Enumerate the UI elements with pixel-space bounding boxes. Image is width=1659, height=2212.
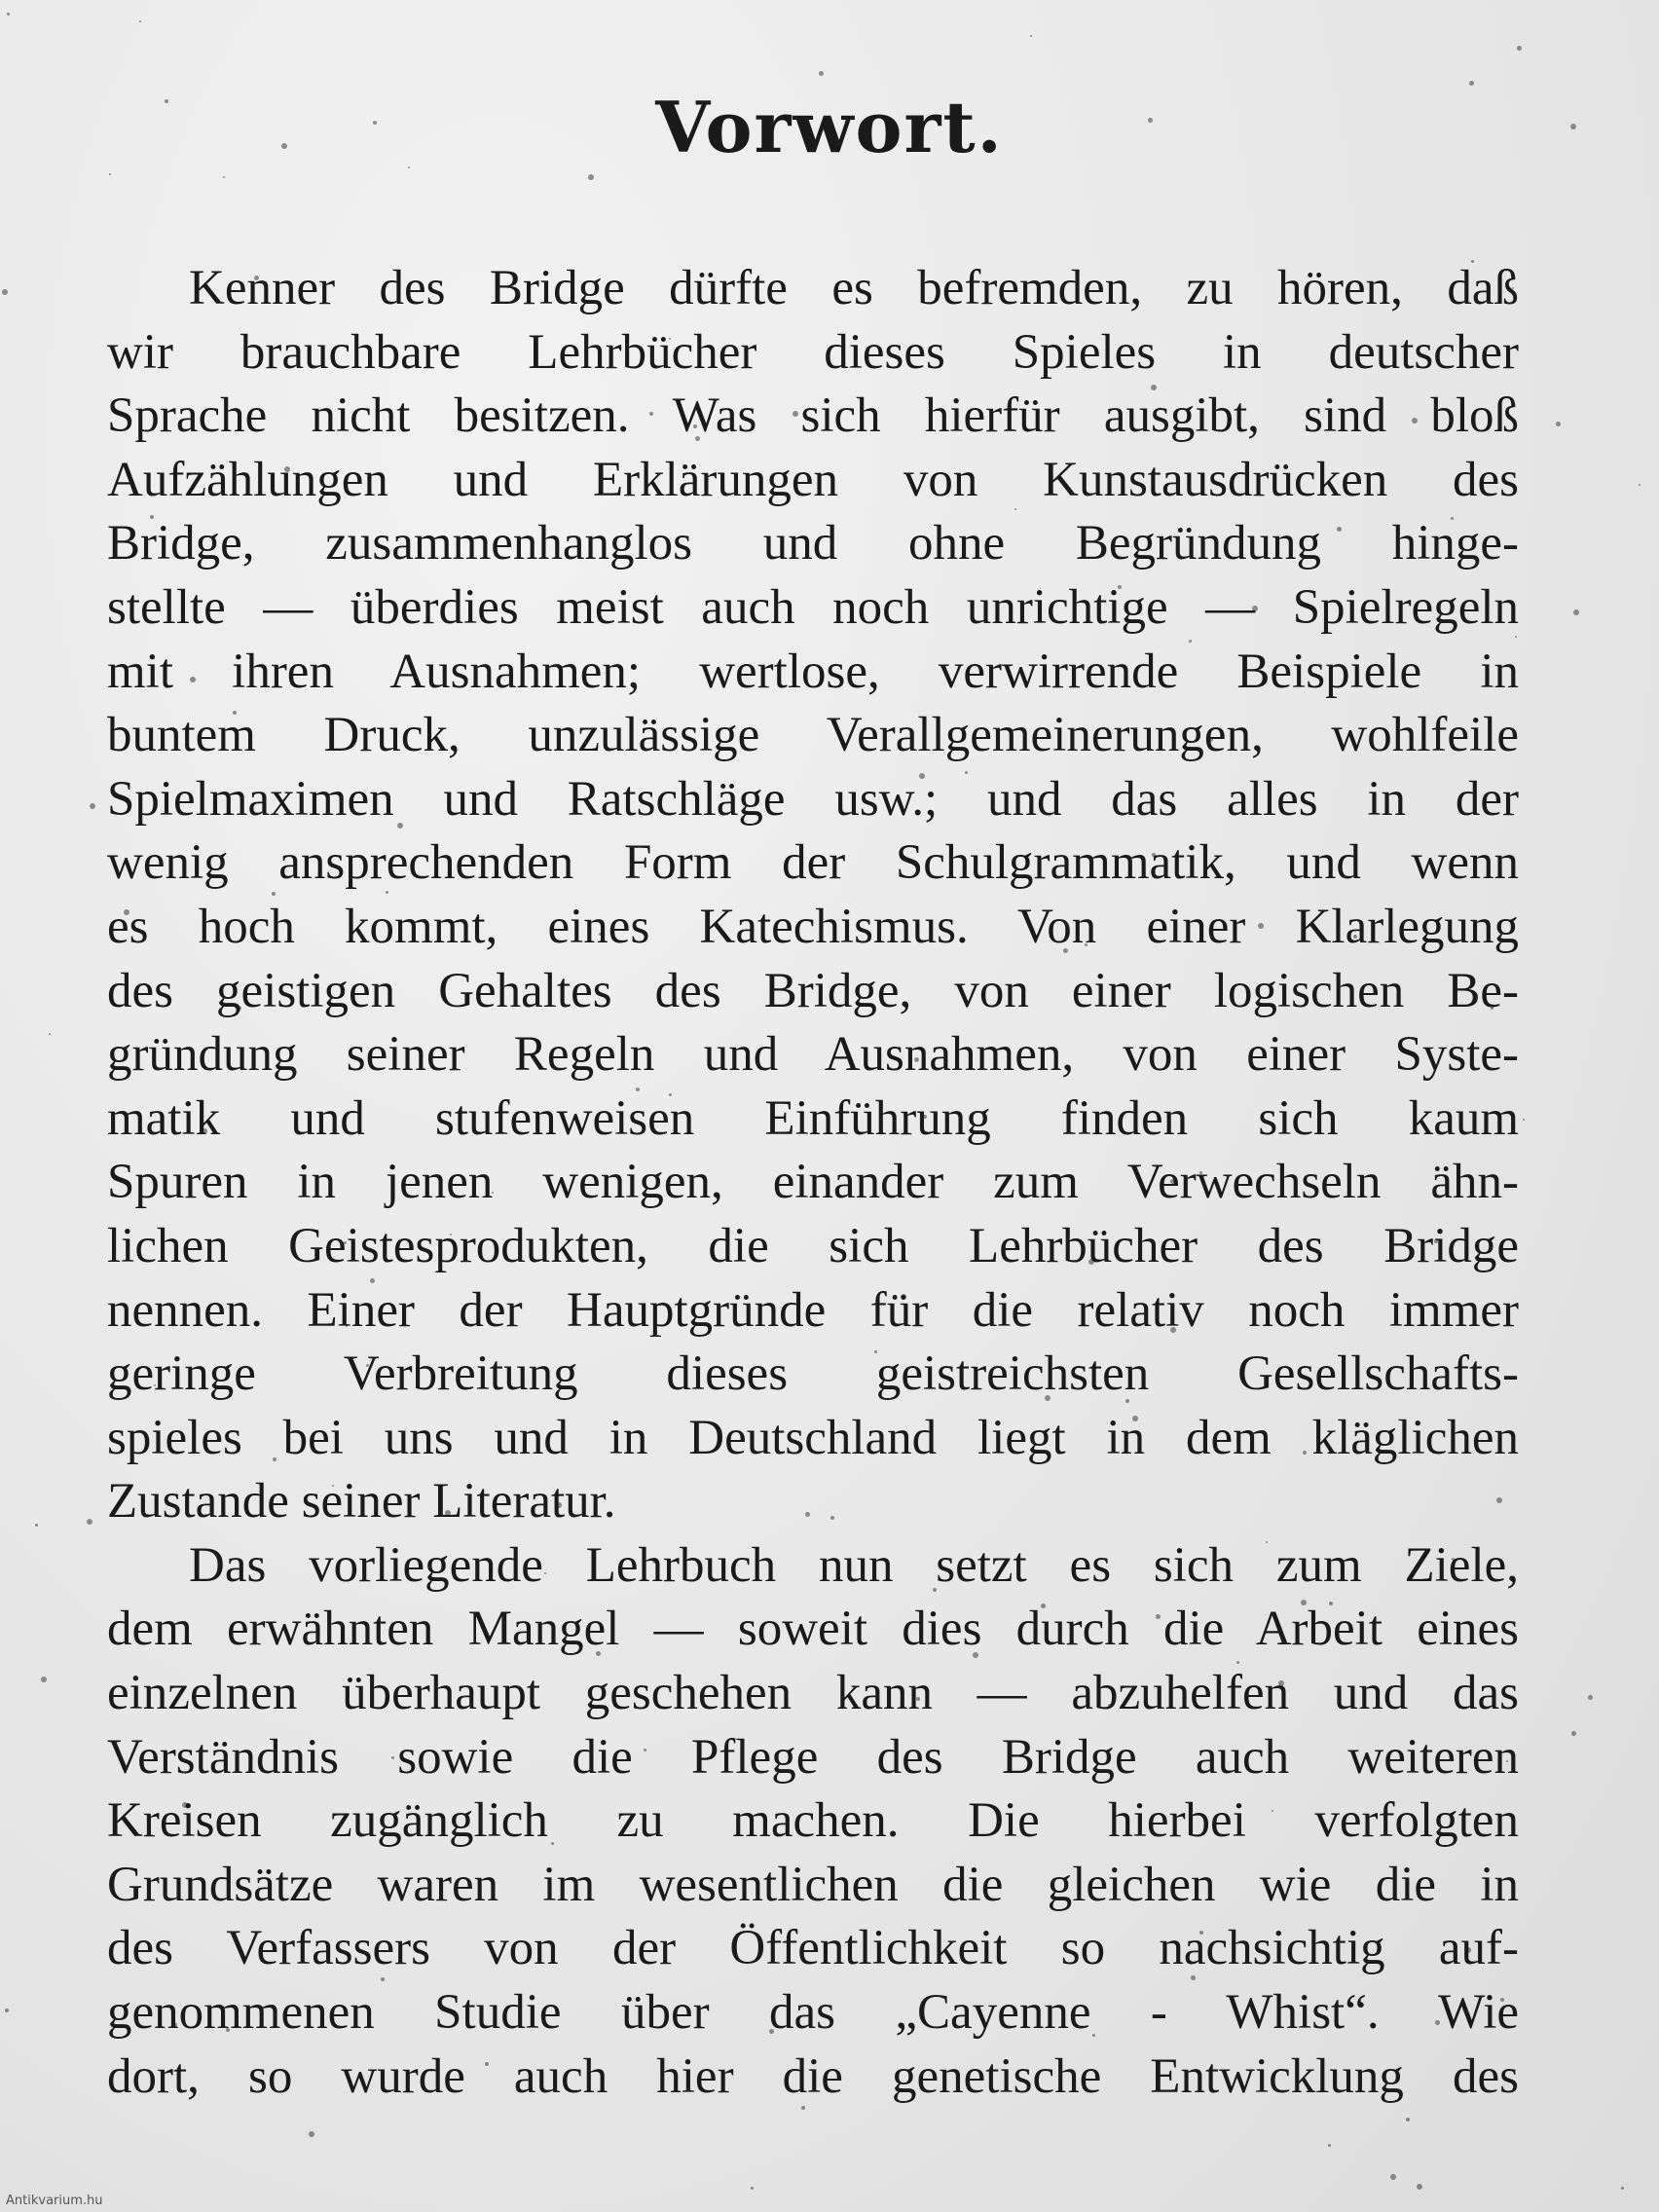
paper-speck — [1417, 2184, 1422, 2190]
text-line: des Verfassers von der Öffentlichkeit so nachsichtig auf- — [107, 1921, 1519, 1976]
text-line: Aufzählungen und Erklärungen von Kunstausdrücken des — [107, 452, 1519, 507]
paper-speck — [1573, 609, 1579, 615]
paper-speck — [7, 13, 10, 16]
paper-speck — [41, 1677, 47, 1682]
text-line: Sprache nicht besitzen. Was sich hierfür ausgibt, sind bloß — [107, 388, 1519, 444]
text-line: dem erwähnten Mangel — soweit dies durch die Arbeit eines — [107, 1602, 1519, 1657]
text-line: Zustande seiner Literatur. — [107, 1474, 616, 1530]
text-line: wenig ansprechenden Form der Schulgrammatik, und wenn — [107, 835, 1519, 891]
paper-speck — [819, 71, 824, 76]
body-text — [107, 257, 1519, 2109]
text-line: Das vorliegende Lehrbuch nun setzt es sich zum Ziele, — [189, 1537, 1519, 1593]
text-line: dort, so wurde auch hier die genetische Entwicklung des — [107, 2048, 1519, 2104]
watermark-text: Antikvarium.hu — [6, 2194, 103, 2208]
paper-speck — [5, 2009, 9, 2012]
text-line: Spuren in jenen wenigen, einander zum Verwechseln ähn- — [107, 1155, 1519, 1210]
text-line: gründung seiner Regeln und Ausnahmen, von einer Syste- — [107, 1027, 1519, 1083]
text-line: Grundsätze waren im wesentlichen die gleichen wie die in — [107, 1857, 1519, 1912]
text-line: nennen. Einer der Hauptgründe für die relativ noch immer — [107, 1282, 1519, 1338]
paper-speck — [1621, 2187, 1624, 2190]
text-line: mit ihren Ausnahmen; wertlose, verwirrende Beispiele in — [107, 644, 1519, 699]
paper-speck — [1390, 2174, 1396, 2180]
text-line: buntem Druck, unzulässige Verallgemeinerungen, wohlfeile — [107, 708, 1519, 763]
text-line: genommenen Studie über das „Cayenne - Whist“. Wie — [107, 1985, 1519, 2041]
text-line: matik und stufenweisen Einführung finden sich kaum — [107, 1090, 1519, 1146]
paper-speck — [1588, 1695, 1593, 1700]
paper-speck — [751, 2187, 754, 2190]
paper-speck — [1030, 35, 1032, 37]
text-line: einzelnen überhaupt geschehen kann — abzuhelfen und das — [107, 1666, 1519, 1721]
text-line: wir brauchbare Lehrbücher dieses Spieles in deutscher — [107, 324, 1519, 380]
text-line: spieles bei uns und in Deutschland liegt in dem kläglichen — [107, 1410, 1519, 1465]
text-line: Verständnis sowie die Pflege des Bridge auch weiteren — [107, 1729, 1519, 1785]
paper-speck — [588, 174, 594, 180]
paper-speck — [2, 289, 8, 295]
paper-speck — [35, 1524, 38, 1527]
paper-speck — [1328, 2144, 1331, 2147]
text-line: Kenner des Bridge dürfte es befremden, zu hören, daß — [189, 261, 1519, 315]
paper-speck — [87, 1519, 92, 1525]
text-line: stellte — überdies meist auch noch unrichtige — Spielregeln — [107, 579, 1519, 635]
text-line: Bridge, zusammenhanglos und ohne Begründung hinge- — [107, 516, 1519, 571]
paper-speck — [1517, 46, 1522, 51]
paper-speck — [1639, 484, 1641, 486]
paper-speck — [1406, 2118, 1410, 2121]
page-title: Vorwort. — [655, 86, 1004, 168]
text-line: es hoch kommt, eines Katechismus. Von einer Klarlegung — [107, 899, 1519, 954]
paper-speck — [309, 2131, 314, 2137]
text-line: des geistigen Gehaltes des Bridge, von einer logischen Be- — [107, 963, 1519, 1018]
paper-speck — [1556, 422, 1561, 426]
text-line: geringe Verbreitung dieses geistreichsten Gesellschafts- — [107, 1346, 1519, 1402]
paper-speck — [139, 20, 141, 22]
paper-speck — [109, 173, 111, 175]
paper-speck — [1523, 1119, 1525, 1121]
paper-speck — [1571, 1731, 1576, 1736]
paper-speck — [90, 803, 95, 809]
paper-speck — [223, 176, 225, 178]
paper-speck — [49, 1033, 51, 1035]
text-line: lichen Geistesprodukten, die sich Lehrbücher des Bridge — [107, 1218, 1519, 1273]
text-line: Spielmaximen und Ratschläge usw.; und das alles in der — [107, 771, 1519, 827]
text-line: Kreisen zugänglich zu machen. Die hierbei verfolgten — [107, 1793, 1519, 1849]
